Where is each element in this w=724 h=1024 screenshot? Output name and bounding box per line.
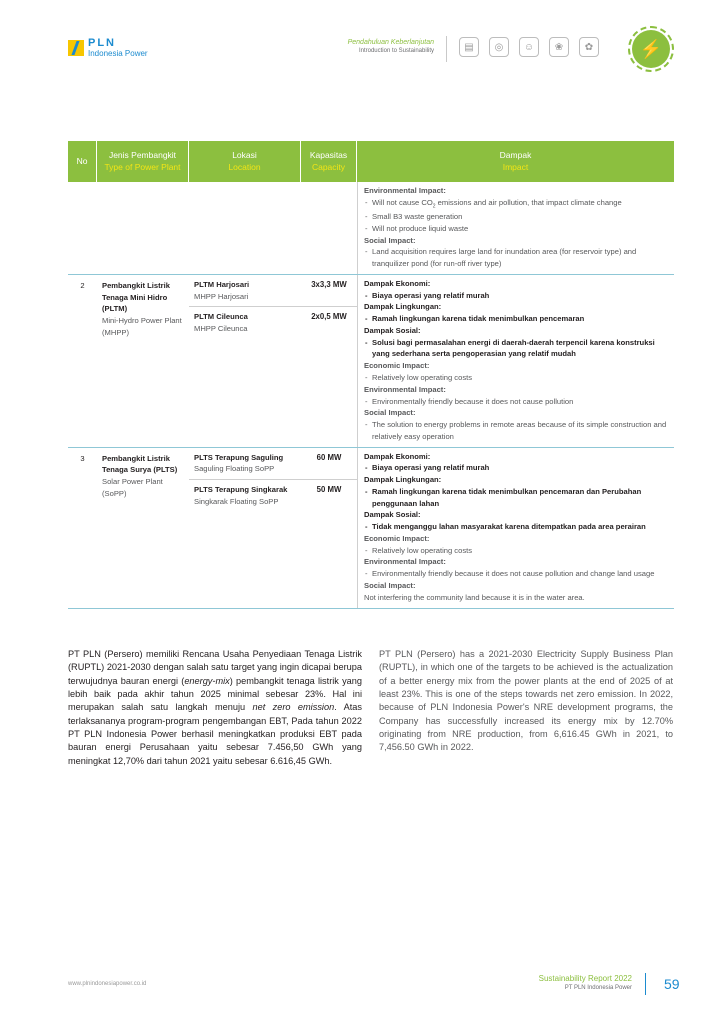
impact-text: The solution to energy problems in remote areas because of its simple construction and relatively easy operation bbox=[372, 420, 667, 441]
globe-icon[interactable]: ◎ bbox=[489, 37, 509, 57]
header-no: No bbox=[76, 155, 88, 166]
location-id: PLTM Cileunca bbox=[194, 312, 248, 322]
header-impact-en: Impact bbox=[502, 161, 529, 172]
hand-plant-icon[interactable]: ❀ bbox=[549, 37, 569, 57]
report-title: Sustainability Report 2022 bbox=[538, 974, 632, 983]
impact-text: Environmentally friendly because it does not cause pollution and change land usage bbox=[372, 569, 655, 579]
impact-heading: Dampak Sosial: bbox=[364, 325, 421, 335]
active-section-badge[interactable] bbox=[628, 26, 674, 72]
impact-heading: Dampak Ekonomi: bbox=[364, 451, 431, 461]
paragraph-text: . Atas terlaksananya program-program pengembangan EBT, Pada tahun 2022 PT PLN Indonesia Power berhasil meningkatkan produksi EBT pada bauran energi Perusahaan yaitu sebesar 7.456,50 GWh yang meningkat 12,70% dari tahun 2021 yaitu sebesar 6.616,45 GWh. bbox=[68, 702, 362, 766]
impact-text: Biaya operasi yang relatif murah bbox=[372, 463, 490, 473]
paragraph-indonesian bbox=[68, 648, 362, 768]
footer-divider bbox=[645, 973, 646, 995]
table-row-continued bbox=[68, 182, 674, 275]
plant-type-en: Solar Power Plant (SoPP) bbox=[102, 477, 163, 498]
location-en: MHPP Harjosari bbox=[194, 291, 249, 301]
brand-name: PLN bbox=[88, 37, 116, 49]
handshake-icon[interactable]: ✿ bbox=[579, 37, 599, 57]
table-header bbox=[68, 141, 674, 182]
location-en: Singkarak Floating SoPP bbox=[194, 496, 279, 506]
table-row bbox=[68, 275, 674, 448]
report-company: PT PLN Indonesia Power bbox=[564, 985, 632, 991]
impact-heading: Environmental Impact: bbox=[364, 384, 446, 394]
impact-cell: Dampak Ekonomi: - Biaya operasi yang relatif murah Dampak Lingkungan: - Ramah lingkungan karena tidak menimbulkan pencemaran Dampak Sosial: - Solusi bagi permasalahan energi di daerah-daerah terpencil karena konstruksi yang sederhana serta pengoperasian yang relatif mudah Economic Impact: - Relatively low operating costs Environmental Impact: - Environmentally friendly because it does not cause pollution Social Impact: - The solution to energy problems in remote areas because of its simple construction and relatively easy operation bbox=[357, 275, 674, 447]
header-divider bbox=[446, 36, 447, 62]
paragraph-text: ) pembangkit tenaga listrik yang lebih baik pada akhir tahun 2025 minimal sebesar 23%. Hal ini merupakan salah satu langkah menuju bbox=[68, 675, 363, 713]
header-type-id: Jenis Pembangkit bbox=[108, 150, 177, 161]
location-id: PLTS Terapung Singkarak bbox=[194, 485, 288, 495]
capacity: 2x0,5 MW bbox=[311, 312, 347, 322]
header-capacity-id: Kapasitas bbox=[309, 150, 348, 161]
footer-report bbox=[539, 974, 632, 991]
impact-text: Environmentally friendly because it does not cause pollution bbox=[372, 396, 574, 406]
impact-heading: Economic Impact: bbox=[364, 533, 430, 543]
page-number: 59 bbox=[664, 976, 680, 992]
paragraph-emphasis: energy-mix bbox=[184, 675, 230, 686]
location-id: PLTM Harjosari bbox=[194, 279, 250, 289]
paragraph-text: PT PLN (Persero) memiliki Rencana Usaha Penyediaan Tenaga Listrik (RUPTL) 2021-2030 dengan salah satu target yang ingin dicapai berupa terwujudnya bauran energi ( bbox=[68, 649, 362, 686]
impact-text: Will not produce liquid waste bbox=[372, 223, 469, 233]
impact-text: Relatively low operating costs bbox=[372, 545, 473, 555]
impact-cell: Environmental Impact: - Will not cause $CO_2$ emissions and air pollution, that impact climate change - Small B3 waste generation - Will not produce liquid waste Social Impact: - Land acquisition requires large land for inundation area (for reservoir type) and tranquilizer pond (for run-off river type) bbox=[357, 182, 674, 274]
row-number: 2 bbox=[80, 280, 85, 290]
impact-cell: Dampak Ekonomi: - Biaya operasi yang relatif murah Dampak Lingkungan: - Ramah lingkungan karena tidak menimbulkan pencemaran dan Perubahan penggunaan lahan Dampak Sosial: - Tidak menganggu lahan masyarakat karena ditempatkan pada area perairan Economic Impact: - Relatively low operating costs Environmental Impact: - Environmentally friendly because it does not cause pollution and change land usage Social Impact: Not interfering the community land because it is in the water area. bbox=[357, 448, 674, 608]
section-title-id: Pendahuluan Keberlanjutan bbox=[347, 39, 434, 46]
impact-text: Solusi bagi permasalahan energi di daerah-daerah terpencil karena konstruksi yang sederhana serta pengoperasian yang relatif mudah bbox=[372, 337, 655, 359]
impact-heading: Dampak Lingkungan: bbox=[364, 302, 442, 312]
location-en: Saguling Floating SoPP bbox=[194, 464, 275, 474]
footer-url[interactable]: www.plnindonesiapower.co.id bbox=[68, 981, 147, 987]
plant-type-en: Mini-Hydro Power Plant (MHPP) bbox=[102, 316, 182, 337]
section-title bbox=[348, 39, 434, 54]
capacity: 3x3,3 MW bbox=[311, 279, 347, 289]
capacity: 60 MW bbox=[316, 452, 342, 462]
paragraph-english: PT PLN (Persero) has a 2021-2030 Electricity Supply Business Plan (RUPTL), in which one of the targets to be achieved is the actualization of a better energy mix from the power plants at the end of 2025 of at least 23%. This is one of the steps towards net zero emission. In 2022, because of PLN Indonesia Power's NRE development programs, the Company has successfully increased its energy mix by 12.70% originating from NRE production, from 6,616.45 GWh in 2021, to 7,456.50 GWh in 2022. bbox=[379, 649, 673, 753]
impact-heading: Environmental Impact: bbox=[364, 557, 446, 567]
header-location-id: Lokasi bbox=[232, 150, 257, 161]
impact-text: Will not cause CO bbox=[372, 197, 433, 207]
plant-type-cell bbox=[97, 448, 189, 608]
location-id: PLTS Terapung Saguling bbox=[194, 452, 284, 462]
impact-heading: Social Impact: bbox=[364, 408, 416, 418]
section-title-en: Introduction to Sustainability bbox=[358, 48, 434, 54]
impact-text: Ramah lingkungan karena tidak menimbulkan pencemaran bbox=[372, 314, 585, 324]
location-en: MHPP Cileunca bbox=[194, 324, 248, 334]
impact-heading: Environmental Impact: bbox=[364, 186, 446, 195]
impact-text: Tidak menganggu lahan masyarakat karena ditempatkan pada area perairan bbox=[372, 522, 646, 532]
impact-text: Ramah lingkungan karena tidak menimbulkan pencemaran dan Perubahan penggunaan lahan bbox=[372, 486, 642, 508]
impact-heading: Social Impact: bbox=[364, 235, 416, 245]
energy-plant-icon: ⚡ bbox=[632, 30, 670, 68]
header-capacity-en: Capacity bbox=[311, 161, 346, 172]
table-row bbox=[68, 448, 674, 609]
capacity: 50 MW bbox=[316, 485, 342, 495]
plant-type-id: Pembangkit Listrik Tenaga Surya (PLTS) bbox=[102, 453, 178, 475]
section-nav bbox=[459, 37, 599, 57]
impact-subscript: 2 bbox=[432, 203, 436, 210]
document-icon[interactable]: ▤ bbox=[459, 37, 479, 57]
impact-text: Relatively low operating costs bbox=[372, 372, 473, 382]
impact-text: Not interfering the community land because it is in the water area. bbox=[364, 592, 585, 602]
impact-heading: Economic Impact: bbox=[364, 361, 430, 371]
impact-heading: Dampak Lingkungan: bbox=[364, 475, 442, 485]
impact-text: Small B3 waste generation bbox=[372, 212, 463, 222]
impact-heading: Social Impact: bbox=[364, 581, 416, 590]
paragraph-emphasis: net zero emission bbox=[252, 702, 335, 713]
plant-type-id: Pembangkit Listrik Tenaga Mini Hidro (PLTM) bbox=[102, 280, 170, 314]
impact-text: Land acquisition requires large land for inundation area (for reservoir type) and tranquilizer pond (for run-off river type) bbox=[372, 247, 637, 269]
power-plant-impact-table bbox=[68, 141, 674, 609]
people-icon[interactable]: ☺ bbox=[519, 37, 539, 57]
header-location-en: Location bbox=[228, 161, 261, 172]
row-number: 3 bbox=[80, 453, 85, 463]
company-logo bbox=[68, 38, 148, 58]
impact-heading: Dampak Ekonomi: bbox=[364, 278, 431, 288]
plant-type-cell bbox=[97, 275, 189, 447]
impact-text: emissions and air pollution, that impact climate change bbox=[435, 197, 622, 207]
header-type-en: Type of Power Plant bbox=[104, 161, 181, 172]
impact-text: Biaya operasi yang relatif murah bbox=[372, 290, 490, 300]
pln-logo-icon bbox=[68, 40, 84, 56]
header-impact-id: Dampak bbox=[499, 150, 532, 161]
impact-heading: Dampak Sosial: bbox=[364, 510, 421, 520]
brand-subtitle: Indonesia Power bbox=[88, 49, 148, 58]
